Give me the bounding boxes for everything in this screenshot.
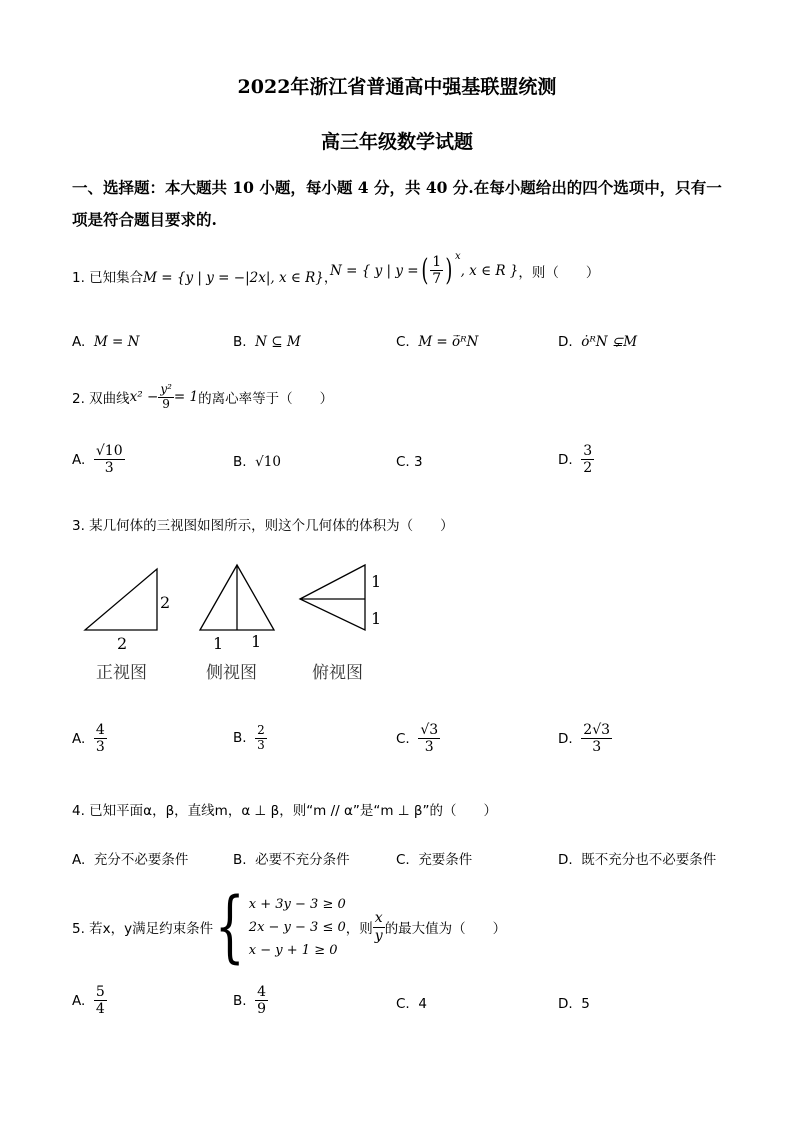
option-text: 3 xyxy=(414,454,423,470)
option-den: 4 xyxy=(95,1001,105,1018)
option-den: 3 xyxy=(95,739,105,756)
question-1 xyxy=(72,266,337,286)
option-label: A. xyxy=(72,730,86,747)
question-3: 3. 某几何体的三视图如图所示，则这个几何体的体积为（ ） xyxy=(72,518,454,534)
q3-option-a[interactable] xyxy=(72,722,107,755)
q2-eq-num: y² xyxy=(160,382,172,396)
option-den: 3 xyxy=(104,460,114,477)
q1-set-m: M = {y | y = −|2x|, x ∈ R} xyxy=(143,270,324,286)
option-num: √10 xyxy=(95,443,123,459)
option-text: 充分不必要条件 xyxy=(93,852,189,868)
q1-option-d[interactable] xyxy=(558,334,637,350)
option-label: C. xyxy=(396,334,410,350)
option-label: B. xyxy=(233,334,247,350)
q5-option-a[interactable] xyxy=(72,984,107,1017)
option-label: D. xyxy=(558,730,573,747)
question-2 xyxy=(72,383,333,412)
option-text: N ⊆ M xyxy=(255,334,301,350)
q1-option-a[interactable] xyxy=(72,334,139,350)
side-view-right: 1 xyxy=(251,632,262,651)
option-text: √10 xyxy=(255,454,281,470)
option-num: 4 xyxy=(95,722,105,738)
option-label: B. xyxy=(233,730,247,747)
q5-middle: ，则 xyxy=(345,921,373,937)
option-label: B. xyxy=(233,454,247,470)
top-view-upper: 1 xyxy=(371,572,382,591)
section-heading-line2: 项是符合题目要求的. xyxy=(72,210,217,229)
option-label: C. xyxy=(396,852,410,868)
q2-option-b[interactable] xyxy=(233,454,281,470)
top-view-lower: 1 xyxy=(371,609,382,628)
q1-prefix: 1. 已知集合 xyxy=(72,270,144,286)
option-text: 5 xyxy=(581,996,590,1012)
q1-option-b[interactable] xyxy=(233,334,301,350)
option-num: 2√3 xyxy=(583,722,611,738)
option-num: 4 xyxy=(257,984,267,1000)
option-label: C. xyxy=(396,730,410,747)
q5-constraints xyxy=(249,893,346,962)
option-num: 3 xyxy=(583,443,593,459)
q2-option-a[interactable] xyxy=(72,443,125,476)
document-subtitle: 高三年级数学试题 xyxy=(320,131,473,153)
option-label: D. xyxy=(558,852,573,868)
section-heading-line1: 一、选择题：本大题共 10 小题，每小题 4 分，共 40 分.在每小题给出的四个选项中，只有一 xyxy=(72,178,722,197)
option-label: D. xyxy=(558,996,573,1012)
q4-option-c[interactable] xyxy=(396,848,472,868)
question-4: 4. 已知平面α，β，直线m，α ⊥ β，则“m // α”是“m ⊥ β”的（ ） xyxy=(72,803,498,819)
option-den: 3 xyxy=(424,739,434,756)
q2-eq-den: 9 xyxy=(162,396,170,411)
q5-ratio-num: x xyxy=(374,910,383,927)
q4-option-a[interactable] xyxy=(72,848,188,868)
q5-constraint-1: x + 3y − 3 ≥ 0 xyxy=(248,896,346,912)
option-text: M = N xyxy=(93,334,140,350)
option-den: 9 xyxy=(257,1001,267,1018)
document-title: 2022年浙江省普通高中强基联盟统测 xyxy=(237,76,557,98)
option-label: B. xyxy=(233,852,247,868)
q1-base-num: 1 xyxy=(432,253,442,270)
question-5 xyxy=(72,882,507,972)
q1-option-c[interactable] xyxy=(396,334,478,350)
q2-option-c[interactable] xyxy=(396,454,423,470)
q5-constraint-3: x − y + 1 ≥ 0 xyxy=(248,942,338,958)
option-label: C. xyxy=(396,996,410,1012)
q2-eq-right: = 1 xyxy=(173,389,199,406)
option-label: A. xyxy=(72,992,86,1009)
q5-option-c[interactable] xyxy=(396,996,427,1012)
q4-option-d[interactable] xyxy=(558,848,716,868)
front-view-height: 2 xyxy=(160,593,171,612)
option-text: 既不充分也不必要条件 xyxy=(581,852,717,868)
q5-option-b[interactable] xyxy=(233,984,268,1017)
side-view-left: 1 xyxy=(213,634,224,653)
q5-prefix: 5. 若x，y满足约束条件 xyxy=(72,921,214,937)
q3-option-b[interactable] xyxy=(233,724,267,753)
q5-option-d[interactable] xyxy=(558,996,590,1012)
q1-set-n-right: , x ∈ R } xyxy=(460,262,519,279)
option-label: B. xyxy=(233,992,247,1009)
option-text: M = ȯ̅ᴿN xyxy=(418,334,479,350)
option-den: 2 xyxy=(583,460,593,477)
q2-suffix: 的离心率等于（ ） xyxy=(198,391,334,408)
q5-constraint-2: 2x − y − 3 ≤ 0 xyxy=(248,919,346,935)
q5-brace: { xyxy=(215,882,245,972)
q1-suffix: ，则（ ） xyxy=(518,264,600,281)
option-text: ȯᴿN ⊊M xyxy=(581,334,638,350)
option-text: 4 xyxy=(418,996,427,1012)
q1-set-n-left: N = { y | y = xyxy=(330,262,419,279)
option-text: 必要不充分条件 xyxy=(255,852,350,868)
q2-eq-left: x² − xyxy=(129,389,159,406)
option-label: C. xyxy=(396,454,410,470)
q3-option-c[interactable] xyxy=(396,722,440,755)
q1-set-n: N = { y | y = ( $\frac{1}{7}$ ) $^x$ , x ∈ R } ，则（ ） xyxy=(330,251,600,288)
q3-option-d[interactable] xyxy=(558,722,612,755)
q4-option-b[interactable] xyxy=(233,848,350,868)
q1-exponent: x xyxy=(454,251,461,262)
option-label: D. xyxy=(558,334,573,350)
option-label: A. xyxy=(72,451,86,468)
q5-suffix: 的最大值为（ ） xyxy=(384,921,507,937)
option-label: A. xyxy=(72,334,86,350)
q2-prefix: 2. 双曲线 xyxy=(72,391,130,408)
option-label: D. xyxy=(558,451,573,468)
option-den: 3 xyxy=(257,737,265,752)
front-view-base: 2 xyxy=(117,634,128,653)
q1-base-den: 7 xyxy=(432,271,442,287)
option-text: 充要条件 xyxy=(418,852,473,868)
q5-ratio-den: y xyxy=(374,927,383,944)
front-view-label: 正视图 xyxy=(96,663,147,683)
option-num: 5 xyxy=(95,984,105,1000)
side-view-label: 侧视图 xyxy=(206,663,257,683)
top-view-triangle xyxy=(300,565,365,630)
option-label: A. xyxy=(72,852,86,868)
q1-separator: ， xyxy=(323,270,338,286)
front-view-triangle xyxy=(85,569,157,630)
option-num: 2 xyxy=(257,723,265,737)
top-view-label: 俯视图 xyxy=(312,663,363,683)
option-den: 3 xyxy=(592,739,602,756)
q2-option-d[interactable] xyxy=(558,443,594,476)
option-num: √3 xyxy=(420,722,439,738)
